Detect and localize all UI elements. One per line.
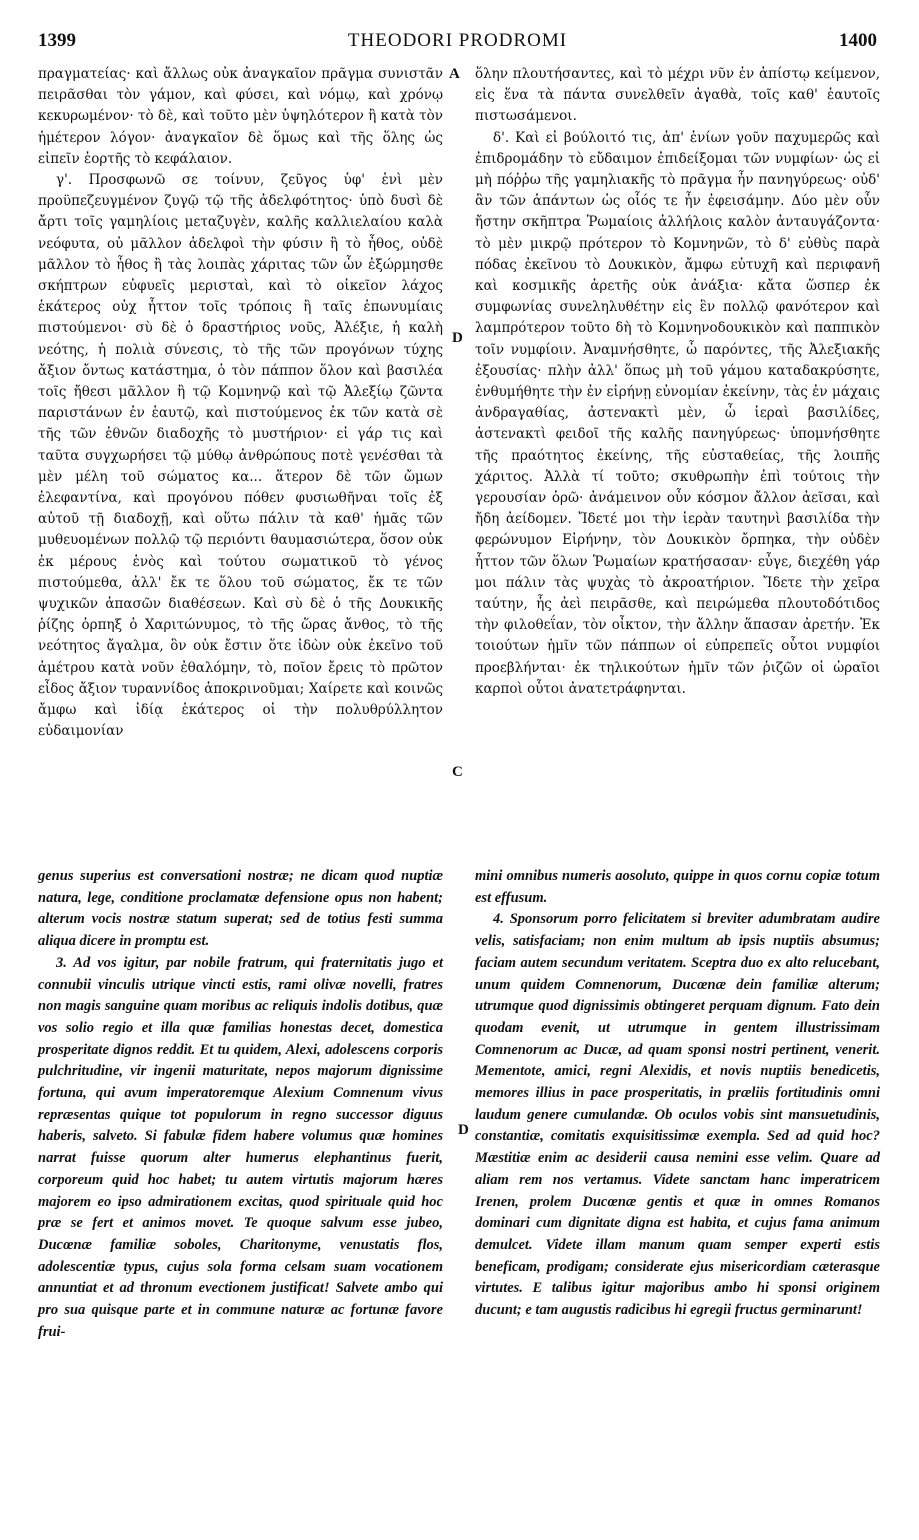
- margin-letter-a: A: [449, 66, 460, 82]
- margin-letter-d: D: [452, 330, 463, 346]
- margin-letter-c: C: [452, 764, 463, 780]
- paragraph: genus superius est conversationi nostræ; ne dicam quod nuptiæ natura, lege, conditione proclamatæ defensione opus non habent; alterum vocis nostræ statum superat; sed de totius festi summa aliqua dicere in promptu est.: [38, 868, 443, 950]
- latin-column-right: [475, 866, 880, 1506]
- paragraph: 3. Ad vos igitur, par nobile fratrum, qui fraternitatis jugo et connubii vinculis utrique vincti estis, rami olivæ novelli, fratres non magis sanguine quam moribus ac reliquis indolis dotibus, quæ vos solio regio et illa quæ familias honestas decet, domestica prosperitate dignos reddit. Et tu quidem, Alexi, adolescens corporis pulchritudine, vir ingenii maturitate, nepos majorum dignissime fortuna, qui avum imperatoremque Alexium Comnenum vivus repræsentas quique tot populorum in regno successor diguus haberis, salveto. Si fabulæ fidem habere volumus quæ homines narrat fuisse quorum alter humerus elephantinus fuerit, corporeum quid hoc habet; tu autem virtutis majorum hæres majorem eo ipso admirationem excitas, quod spirituale quid hoc præ se fert et animos movet. Te quoque salvum esse jubeo, Ducœnæ familiæ soboles, Charitonyme, venustatis flos, adolescentiæ typus, cujus sola forma celsam suam vocationem annuntiat et ad thronum evectionem justificat! Salvete ambo qui pro sua quisque parte et in commune naturæ ac fortunæ favore frui-: [38, 954, 443, 1340]
- page-number-right: 1400: [839, 30, 877, 51]
- paragraph: πραγματείας· καὶ ἄλλως οὐκ ἀναγκαῖον πρᾶγμα συνιστᾶν πειρᾶσθαι τὸν γάμον, καὶ φύσει, καὶ νόμῳ, καὶ χρόνῳ κεκυρωμένον· τὸ δὲ, καὶ τοῦτο μὲν ὑψηλότερον ἢ κατὰ τὸν ἡμέτερον λόγον· ἀναγκαῖον δὲ ὅμως καὶ τῆς ὅλης ὡς εἰπεῖν ἑορτῆς τὸ κεφάλαιον.: [38, 66, 443, 167]
- running-title: THEODORI PRODROMI: [347, 30, 568, 51]
- margin-letter-d-latin: D: [458, 1122, 469, 1138]
- greek-column-right: [475, 64, 880, 854]
- paragraph: δ'. Καὶ εἰ βούλοιτό τις, ἀπ' ἐνίων γοῦν παχυμερῶς καὶ ἐπιδρομάδην τὸ εὔδαιμον ἐπιδείξομαι τῶν νυμφίων· ὡς εἰ μὴ πόῤῥω τῆς γαμηλιακῆς τὸ πρᾶγμα ἦν πανηγύρεως· οὐδ' ἂν τῶν ἁπάντων ὡς οἷός τε ἦν ἐφεισάμην. Δύο μὲν οὖν ἤστην σκῆπτρα Ῥωμαίοις ἀλλήλοις καλὸν ἀνταυγάζοντα· τὸ μὲν μικρῷ πρότερον τὸ Κομνηνῶν, τὸ δ' εὐθὺς παρὰ πόδας ἐκεῖνου τὸ Δουκικὸν, ἄμφω εὐτυχῆ καὶ περιφανῆ καὶ κοσμικῆς ἀρετῆς οὐκ ἀνάξια· κἄτα ὥσπερ ἐκ συμφωνίας συνεληλυθέτην εἰς ἓν πολλῷ φανότερον καὶ λαμπρότερον τοῦτο δὴ τὸ Κομνηνοδουκικὸν καὶ παππικὸν τοῖν νυμφίοιν. Ἀναμνήσθητε, ὦ παρόντες, τῆς Ἀλεξιακῆς ἐξουσίας· πλὴν ἀλλ' ὅπως μὴ τοῦ γάμου καταδακρύσητε, ἐνθυμήθητε τὴν ἐν εἰρήνῃ εὐνομίαν ἐκείνην, τὰς ἐν μάχαις ἀνδραγαθίας, ἀστενακτὶ μὲν, ὦ ἱεραὶ βασιλίδες, ἀστενακτὶ φειδοῖ τῆς καλῆς πανηγύρεως· ὑπομνήσθητε τῆς πραότητος ἐκείνης, τῆς εὐσταθείας, τῆς λοιπῆς χάριτος. Ἀλλὰ τί τοῦτο; σκυθρωπὴν ἐπὶ τούτοις τὴν γερουσίαν ὁρῶ· ἀνάμεινον οὖν κόσμον ἄλλον ἀεῖσαι, καὶ ἤδη ἀείδομεν. Ἴδετέ μοι τὴν ἱερὰν ταυτηνὶ βασιλίδα τὴν φερώνυμον Εἰρήνην, τὸν Δουκικὸν ὄρπηκα, τὴν οὐδὲν ἧττον τῶν ὅλων Ῥωμαίων κρατήσασαν· εὖγε, διεχέθη γάρ μοι πάλιν τὰς ψυχὰς τὸ ἀκροατήριον. Ἴδετε τὴν χεῖρα ταύτην, ἧς ἀεὶ πειρᾶσθε, καὶ πειρώμεθα πλουτοδότιδος τὴν φιλοθεΐαν, τὸν οἶκτον, τὴν ἄλλην ἅπασαν ἀρετήν. Ἐκ τοιούτων ἡμῖν τῶν πάππων οἱ εὐπρεπεῖς οὗτοι νυμφίοι προεβλήνται· ἐκ τηλικούτων ἡμῖν τῶν ῥιζῶν οἱ ὡραῖοι καρποὶ οὗτοι ἀνατετράφηνται.: [475, 129, 880, 697]
- paragraph: γ'. Προσφωνῶ σε τοίνυν, ζεῦγος ὑφ' ἑνὶ μὲν προϋπεζευγμένον ζυγῷ τῷ τῆς ἀδελφότητος· ὑπὸ δυσὶ δὲ ἄρτι τοῖς γαμηλίοις μεταζυγὲν, καλῆς καλλιελαίου καλὰ νεόφυτα, οὐ μᾶλλον ἀδελφοὶ τὴν φύσιν ἢ τὸ ἦθος, οὐδὲ μᾶλλον τὸ ἦθος ἢ τὰς λοιπὰς χάριτας τῶν ὧν ἐξώρμησθε σκήπτρων εὐφυεῖς μερισταὶ, καὶ τὸ οἰκεῖον λάχος ἑκάτερος οὐχ ἧττον τοῖς τρόποις ἢ ταῖς ἐπωνυμίαις πιστούμενοι· σὺ δὲ ὁ δραστήριος νοῦς, Ἀλέξιε, ἡ καλὴ νεότης, ἡ πολιὰ σύνεσις, τὸ τῆς τῶν προγόνων τύχης ἄξιον ὄντως κατάστημα, ὁ τὸν πάππον ὅλον καὶ βασιλέα τοῖς ἤθεσι μᾶλλον ἢ τῷ Κομνηνῷ καὶ τῷ Ἀλεξίῳ ζῶντα παριστάνων ἐν ἑαυτῷ, καὶ πιστούμενος ἐκ τῶν κατὰ σὲ τῆς τῶν ἐθνῶν διαδοχῆς τὸ μυστήριον· εἰ γάρ τις καὶ ταῦτα συγχωρήσει τῷ μύθῳ ἀνθρώπους ποτὲ γενέσθαι τὰ μὲν μέλη τοῦ σώματος κα... ἅτερον δὲ τῶν ὤμων ἐλεφαντίνα, καὶ προγόνου πόθεν φυσιωθῆναι τοῖς ἐξ αὐτοῦ τῇ διαδοχῇ, καὶ οὕτω πάλιν τὰ καθ' ἡμᾶς τῶν μυθευομένων πολλῷ τῷ περιόντι θαυμασιώτερα, ὅσον οὐκ ἐκ μέρους ἑνὸς καὶ τούτου σωματικοῦ τὸ γένος πιστούμεθα, ἀλλ' ἔκ τε ὅλου τοῦ σώματος, ἔκ τε τῶν ψυχικῶν ἁπασῶν διαθέσεων. Καὶ σὺ δὲ ὁ τῆς Δουκικῆς ῥίζης ὁρπηξ ὁ Χαριτώνυμος, τὸ τῆς ὥρας ἄνθος, τὸ τῆς νεότητος ἄγαλμα, ὃν οὐκ ἔστιν ὅτε ἰδὼν οὐκ ἐκεῖνο τοῦ ἀμέτρου κατὰ νοῦν ἐθαλόμην, τὸ, ποῖον ἔρεις τὸ πρῶτον εἶδος ἄξιον τυραννίδος ἀποκρινοῦμαι; Χαίρετε καὶ κοινῶς ἄμφω καὶ ἰδίᾳ ἑκάτερος οἱ τὴν πολυθρύλλητον εὐδαιμονίαν: [38, 172, 443, 740]
- latin-column-left: [38, 866, 443, 1506]
- greek-column-left: [38, 64, 443, 854]
- running-header: [38, 30, 877, 60]
- paragraph: ὅλην πλουτήσαντες, καὶ τὸ μέχρι νῦν ἐν ἀπίστῳ κείμενον, εἰς ἕνα τὰ πάντα συνελθεῖν ἀγαθὰ, τοῖς καθ' ἑαυτοῖς πιστωσάμενοι.: [475, 66, 880, 125]
- paragraph: mini omnibus numeris aosoluto, quippe in quos cornu copiæ totum est effusum.: [475, 868, 880, 906]
- paragraph: 4. Sponsorum porro felicitatem si breviter adumbratam audire velis, satisfaciam; non enim multum ab ipsis nuptiis absumus; faciam autem secundum veritatem. Sceptra duo ex alto relucebant, unum quidem Comnenorum, Ducœnæ dein familiæ alterum; utrumque quod dignissimis obtingeret perquam dignum. Fato dein quodam evenit, ut utrumque in gentem illustrissimam Comnenorum ac Ducæ, ad quam sponsi nostri pertinent, venerit. Mementote, amici, regni Alexidis, et novis nuptiis benedicetis, memores illius in pace prosperitatis, in præliis fortitudinis omni laudum genere cumulandæ. Ob oculos vobis sint mansuetudinis, constantiæ, comitatis exquisitissimæ exempla. Sed ad quid hoc? Mæstitiæ enim ac desiderii causa nemini esse velim. Quare ad aliam rem nos vertamus. Videte sanctam hanc imperatricem Irenen, prolem Ducœnæ gentis et quæ in omnes Romanos dominari cum dignitate digna est habita, et cujus fama animum demulcet. Videte illam manum quam semper experti estis beneficam, prodigam; considerate ejus misericordiam cæterasque virtutes. E talibus igitur majoribus ambo hi sponsi originem ducunt; e tam augustis radicibus hi egregii fructus germinarunt!: [475, 911, 880, 1319]
- page-number-left: 1399: [38, 30, 76, 51]
